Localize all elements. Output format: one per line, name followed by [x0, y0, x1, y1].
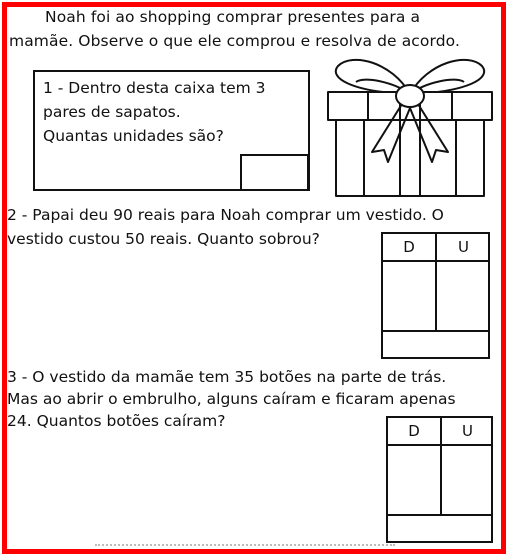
question-1-box	[33, 70, 310, 191]
du-header-d: D	[403, 238, 415, 256]
du-header-d: D	[408, 422, 420, 440]
question-3-line-1: 3 - O vestido da mamãe tem 35 botões na parte de trás.	[7, 368, 447, 386]
du-column-divider	[440, 418, 442, 516]
question-1-answer-box[interactable]	[240, 154, 309, 191]
du-header-u: U	[462, 422, 473, 440]
du-answer-divider	[388, 514, 491, 516]
gift-box-icon	[322, 52, 498, 198]
du-answer-divider	[383, 330, 488, 332]
du-header-u: U	[458, 238, 469, 256]
intro-line-2: mamãe. Observe o que ele comprou e resolva de acordo.	[9, 32, 460, 50]
du-column-divider	[435, 234, 437, 332]
question-3-line-2: Mas ao abrir o embrulho, alguns caíram e ficaram apenas	[7, 390, 456, 408]
question-1-line-3: Quantas unidades são?	[43, 127, 224, 145]
question-1-line-2: pares de sapatos.	[43, 103, 181, 121]
question-3-du-table[interactable]	[386, 416, 493, 543]
question-3-line-3: 24. Quantos botões caíram?	[7, 412, 226, 430]
question-1-line-1: 1 - Dentro desta caixa tem 3	[43, 79, 266, 97]
footer-watermark-line	[95, 544, 395, 552]
intro-line-1: Noah foi ao shopping comprar presentes para a	[45, 8, 421, 26]
question-2-line-2: vestido custou 50 reais. Quanto sobrou?	[7, 230, 320, 248]
question-2-line-1: 2 - Papai deu 90 reais para Noah comprar um vestido. O	[7, 206, 444, 224]
question-2-du-table[interactable]	[381, 232, 490, 359]
